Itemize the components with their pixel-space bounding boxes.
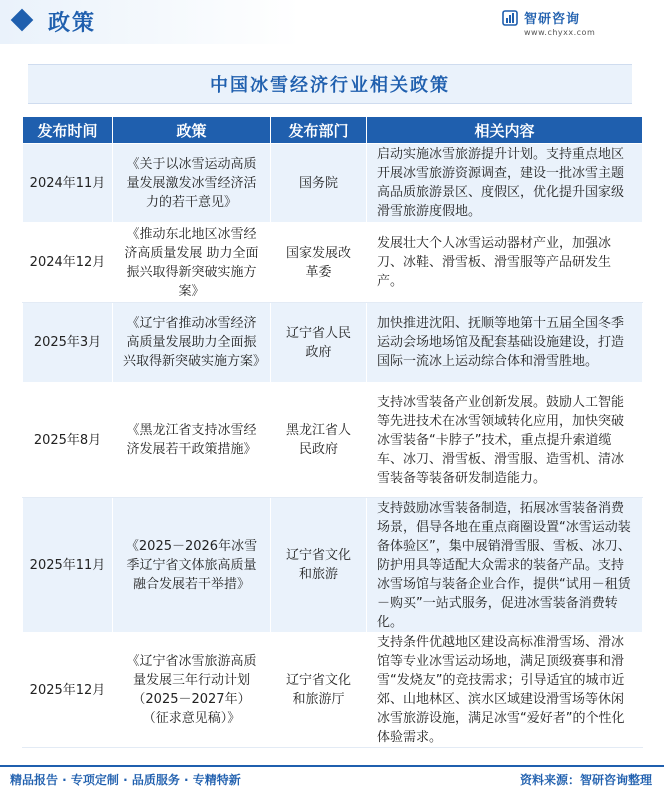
cell-time: 2025年8月 — [23, 383, 113, 498]
header — [0, 0, 664, 52]
brand-name: 智研咨询 — [524, 12, 581, 27]
title-banner — [28, 64, 632, 104]
section-title: 政策 — [48, 11, 97, 36]
header-time: 发布时间 — [23, 117, 113, 144]
header-policy: 政策 — [113, 117, 271, 144]
table-row — [23, 303, 643, 383]
policy-table — [22, 116, 643, 748]
cell-dept: 辽宁省人民政府 — [271, 303, 367, 383]
cell-policy: 《2025－2026年冰雪季辽宁省文体旅高质量融合发展若干举措》 — [113, 498, 271, 633]
cell-time: 2024年11月 — [23, 144, 113, 223]
cell-content: 加快推进沈阳、抚顺等地第十五届全国冬季运动会场地场馆及配套基础设施建设，打造国际一流冰上运动综合体和滑雪胜地。 — [367, 303, 643, 383]
table-row — [23, 144, 643, 223]
cell-time: 2024年12月 — [23, 223, 113, 303]
footer-source: 资料来源：智研咨询整理 — [519, 773, 652, 787]
document-title: 中国冰雪经济行业相关政策 — [210, 75, 450, 96]
cell-time: 2025年11月 — [23, 498, 113, 633]
cell-dept: 辽宁省文化和旅游厅 — [271, 633, 367, 748]
cell-policy: 《黑龙江省支持冰雪经济发展若干政策措施》 — [113, 383, 271, 498]
brand-icon — [502, 10, 518, 26]
table-row — [23, 383, 643, 498]
brand-url: www.chyxx.com — [524, 28, 596, 37]
cell-policy: 《辽宁省冰雪旅游高质量发展三年行动计划（2025－2027年）（征求意见稿）》 — [113, 633, 271, 748]
cell-content: 发展壮大个人冰雪运动器材产业，加强冰刀、冰鞋、滑雪板、滑雪服等产品研发生产。 — [367, 223, 643, 303]
table-row — [23, 498, 643, 633]
cell-content: 支持冰雪装备产业创新发展。鼓励人工智能等先进技术在冰雪领域转化应用，加快突破冰雪装备“卡脖子”技术，重点提升索道缆车、冰刀、滑雪板、滑雪服、造雪机、清冰雪装备等装备研发制造能力。 — [367, 383, 643, 498]
cell-policy: 《关于以冰雪运动高质量发展激发冰雪经济活力的若干意见》 — [113, 144, 271, 223]
cell-dept: 国家发展改革委 — [271, 223, 367, 303]
cell-policy: 《推动东北地区冰雪经济高质量发展 助力全面振兴取得新突破实施方案》 — [113, 223, 271, 303]
cell-time: 2025年12月 — [23, 633, 113, 748]
cell-dept: 辽宁省文化和旅游 — [271, 498, 367, 633]
footer-divider — [0, 765, 664, 767]
table-row — [23, 633, 643, 748]
table-header-row — [23, 117, 643, 144]
brand-logo — [502, 8, 642, 44]
footer-slogan: 精品报告 · 专项定制 · 品质服务 · 专精特新 — [10, 773, 241, 787]
header-banner — [0, 0, 300, 44]
header-dept: 发布部门 — [271, 117, 367, 144]
cell-policy: 《辽宁省推动冰雪经济高质量发展助力全面振兴取得新突破实施方案》 — [113, 303, 271, 383]
cell-content: 支持鼓励冰雪装备制造，拓展冰雪装备消费场景，倡导各地在重点商圈设置“冰雪运动装备体验区”，集中展销滑雪服、雪板、冰刀、防护用具等适配大众需求的装备产品。支持冰雪场馆与装备企业合作，提供“试用－租赁－购买”一站式服务，促进冰雪装备消费转化。 — [367, 498, 643, 633]
cell-time: 2025年3月 — [23, 303, 113, 383]
cell-dept: 黑龙江省人民政府 — [271, 383, 367, 498]
header-content: 相关内容 — [367, 117, 643, 144]
table-row — [23, 223, 643, 303]
diamond-icon — [11, 9, 34, 32]
cell-content: 启动实施冰雪旅游提升计划。支持重点地区开展冰雪旅游资源调查，建设一批冰雪主题高品质旅游景区、度假区，优化提升国家级滑雪旅游度假地。 — [367, 144, 643, 223]
cell-dept: 国务院 — [271, 144, 367, 223]
cell-content: 支持条件优越地区建设高标准滑雪场、滑冰馆等专业冰雪运动场地，满足顶级赛事和滑雪“发烧友”的竞技需求；引导适宜的城市近郊、山地林区、滨水区域建设滑雪场等休闲冰雪旅游设施，满足冰雪“爱好者”的个性化体验需求。 — [367, 633, 643, 748]
